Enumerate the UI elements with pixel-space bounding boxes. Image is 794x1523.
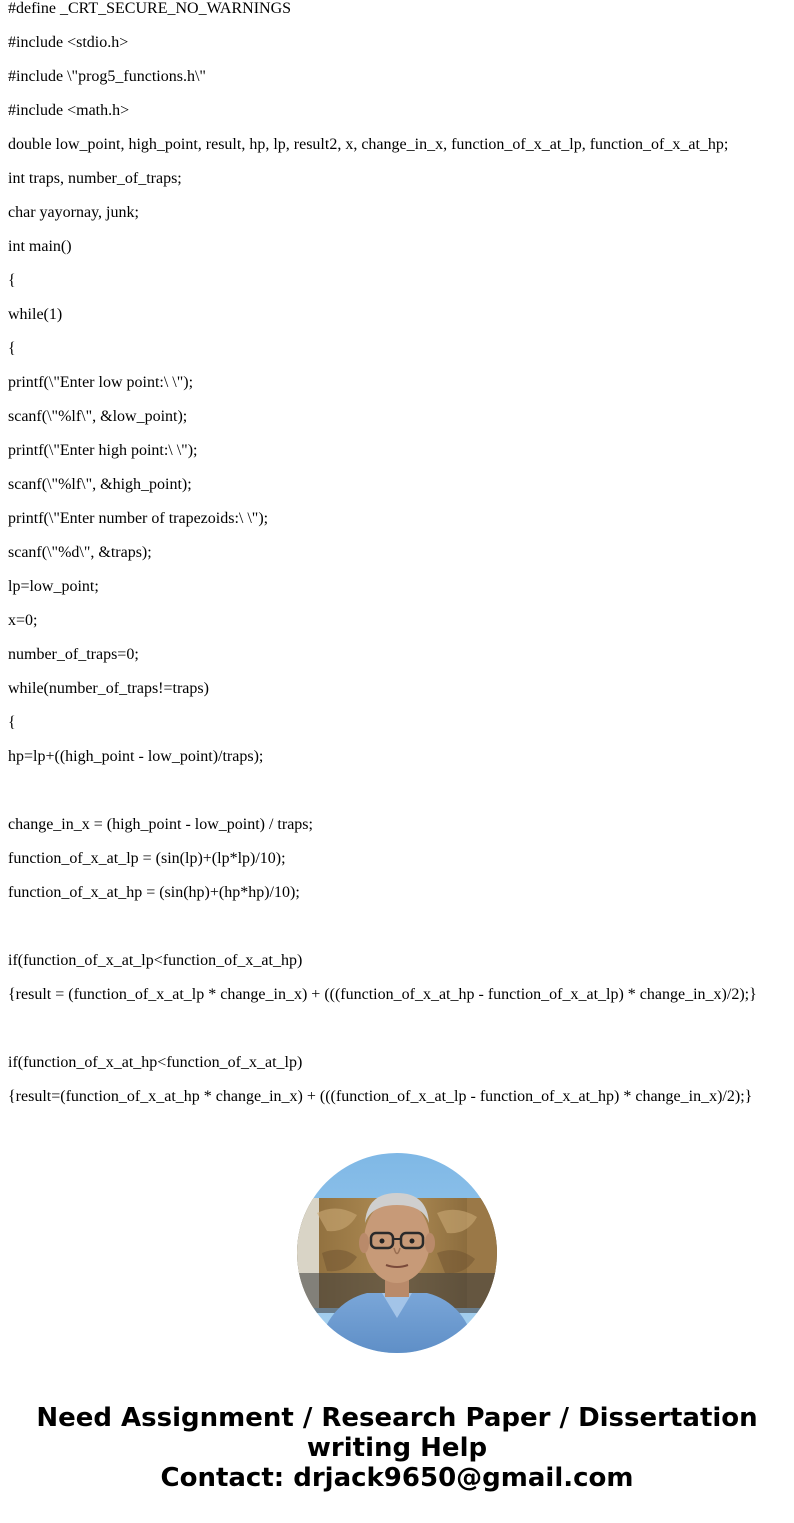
code-line: printf(\"Enter number of trapezoids:\ \"); xyxy=(8,510,269,527)
code-line: scanf(\"%lf\", &low_point); xyxy=(8,408,188,425)
code-line: #include <math.h> xyxy=(8,102,130,119)
code-line: while(number_of_traps!=traps) xyxy=(8,680,209,697)
author-avatar xyxy=(297,1153,497,1353)
code-line: scanf(\"%lf\", &high_point); xyxy=(8,476,192,493)
code-line xyxy=(8,782,788,800)
code-line: scanf(\"%d\", &traps); xyxy=(8,544,152,561)
code-line: printf(\"Enter low point:\ \"); xyxy=(8,374,194,391)
code-line: char yayornay, junk; xyxy=(8,204,139,221)
code-line: int main() xyxy=(8,238,72,255)
contact-footer xyxy=(0,1403,794,1493)
code-line: if(function_of_x_at_lp<function_of_x_at_hp) xyxy=(8,952,303,969)
code-listing xyxy=(8,0,788,1122)
avatar-portrait-icon xyxy=(297,1153,497,1353)
code-line: printf(\"Enter high point:\ \"); xyxy=(8,442,198,459)
code-line: { xyxy=(8,714,16,731)
code-line: if(function_of_x_at_hp<function_of_x_at_lp) xyxy=(8,1054,303,1071)
code-line: { xyxy=(8,340,16,357)
code-line: function_of_x_at_hp = (sin(hp)+(hp*hp)/10); xyxy=(8,884,300,901)
code-line: {result = (function_of_x_at_lp * change_in_x) + (((function_of_x_at_hp - function_of_x_at_lp) * change_in_x)/2);} xyxy=(8,986,757,1003)
code-line: hp=lp+((high_point - low_point)/traps); xyxy=(8,748,264,765)
code-line xyxy=(8,1020,788,1038)
code-line: #define _CRT_SECURE_NO_WARNINGS xyxy=(8,0,292,17)
code-line: x=0; xyxy=(8,612,38,629)
code-line: function_of_x_at_lp = (sin(lp)+(lp*lp)/10); xyxy=(8,850,286,867)
code-line: number_of_traps=0; xyxy=(8,646,139,663)
code-line xyxy=(8,918,788,936)
code-line: #include \"prog5_functions.h\" xyxy=(8,68,206,85)
footer-subheadline: writing Help xyxy=(306,1433,488,1463)
code-line: #include <stdio.h> xyxy=(8,34,129,51)
footer-headline: Need Assignment / Research Paper / Dissertation xyxy=(36,1403,758,1433)
code-line: { xyxy=(8,272,16,289)
code-line: change_in_x = (high_point - low_point) / traps; xyxy=(8,816,313,833)
code-line: lp=low_point; xyxy=(8,578,99,595)
code-line: int traps, number_of_traps; xyxy=(8,170,182,187)
code-line: while(1) xyxy=(8,306,63,323)
code-line: {result=(function_of_x_at_hp * change_in_x) + (((function_of_x_at_lp - function_of_x_at_hp) * change_in_x)/2);} xyxy=(8,1088,753,1105)
code-line: double low_point, high_point, result, hp, lp, result2, x, change_in_x, function_of_x_at_lp, function_of_x_at_hp; xyxy=(8,136,729,153)
footer-contact-email: Contact: drjack9650@gmail.com xyxy=(160,1463,634,1493)
